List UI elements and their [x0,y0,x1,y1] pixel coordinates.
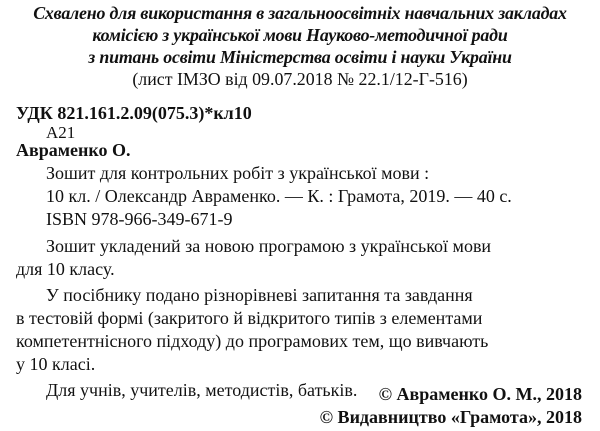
description-line-1: Зошит укладений за новою програмою з української мови [46,236,492,256]
udc-code: УДК 821.161.2.09(075.3)*кл10 [16,103,252,123]
summary-line-1: У посібнику подано різнорівневі запитання та завдання [46,285,473,305]
description-line-2: для 10 класу. [16,259,115,279]
copyright-publisher: © Видавництво «Грамота», 2018 [319,407,582,427]
approval-line-1: Схвалено для використання в загальноосвітніх навчальних закладах [33,3,567,23]
approval-line-2: комісією з української мови Науково-методичної ради [92,25,508,45]
summary-line-2: в тестовій формі (закритого й відкритого типів з елементами [16,308,483,328]
approval-letter-reference: (лист ІМЗО від 09.07.2018 № 22.1/12-Г-516) [132,69,468,89]
bibliographic-details: 10 кл. / Олександр Авраменко. — К. : Грамота, 2019. — 40 с. [46,186,512,206]
author-mark-code: А21 [46,123,76,142]
bibliographic-title: Зошит для контрольних робіт з української мови : [46,163,430,183]
isbn: ISBN 978-966-349-671-9 [46,209,233,229]
summary-line-3: компетентнісного підходу) до програмових тем, що вивчають [16,331,489,351]
author-name: Авраменко О. [16,140,131,160]
approval-line-3: з питань освіти Міністерства освіти і науки України [88,47,512,67]
copyright-author: © Авраменко О. М., 2018 [378,384,582,404]
target-audience: Для учнів, учителів, методистів, батьків. [46,380,358,400]
summary-line-4: у 10 класі. [16,354,96,374]
